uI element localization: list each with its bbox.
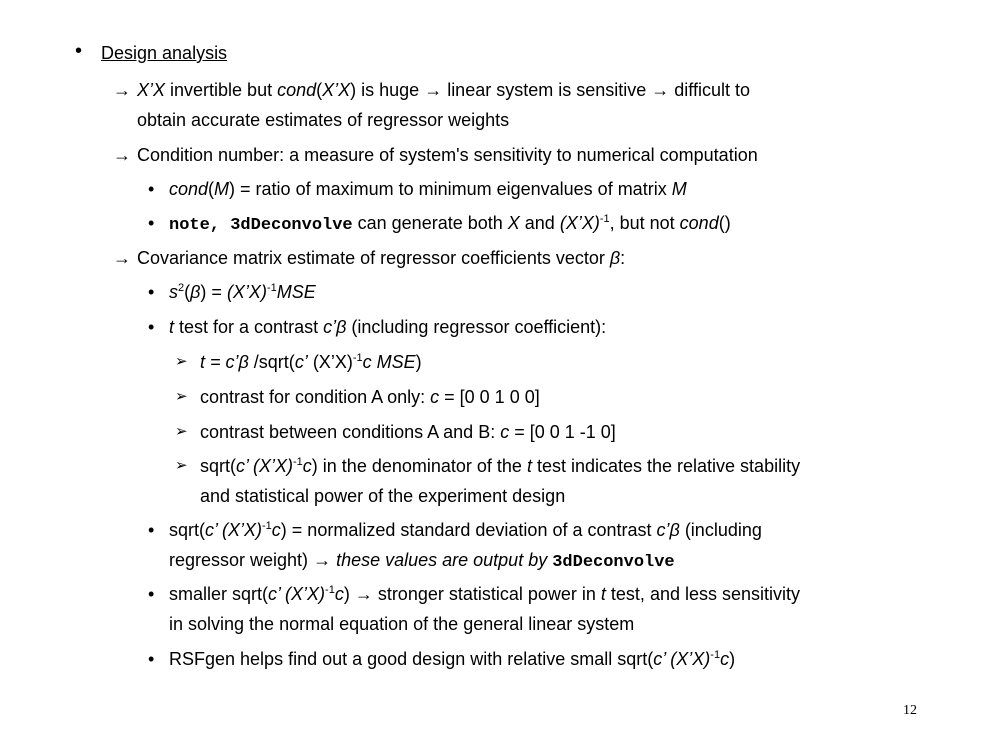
item-normalized-std [169,519,762,541]
dot-bullet: • [148,317,155,337]
text-segment: ) [729,649,736,669]
item-normalized-std-cont [169,549,675,574]
text-segment: c’ [294,352,308,372]
dot-bullet: • [148,213,155,233]
item-s2-beta [169,281,316,303]
dot-bullet: • [148,179,155,199]
superscript: -1 [266,282,277,294]
text-segment: t [526,456,532,476]
text-segment: X [507,213,520,233]
text-segment: t [600,584,606,604]
text-segment: ( [208,179,215,199]
text-segment: contrast between conditions A and B: [200,422,501,442]
superscript: 2 [178,282,185,294]
text-segment: X’X [137,80,166,100]
heading-bullet: • [75,40,83,62]
text-segment: smaller sqrt( [169,584,269,604]
chevron-bullet-icon: ➢ [175,423,188,440]
text-segment: RSFgen helps find out a good design with relative small sqrt( [169,649,654,669]
item-sqrt-denominator [200,455,800,477]
text-segment: can generate both [352,213,508,233]
text-segment: s [169,282,178,302]
text-segment: and [519,213,560,233]
text-segment: M [214,179,230,199]
text-segment: cond [277,80,317,100]
text-segment: t [169,317,175,337]
text-segment: c MSE [362,352,416,372]
text-segment: c [334,584,344,604]
text-segment: = [0 0 1 0 0] [439,387,540,407]
text-segment: c [720,649,730,669]
program-name: 3dDeconvolve [552,553,675,572]
text-segment: c [302,456,312,476]
text-segment: contrast for condition A only: [200,387,431,407]
text-segment: ) = normalized standard deviation of a contrast [280,520,657,540]
dot-bullet: • [148,282,155,302]
text-segment: c’β [323,317,347,337]
chevron-bullet-icon: ➢ [175,388,188,405]
text-segment: M [671,179,687,199]
chevron-bullet-icon: ➢ [175,353,188,370]
chevron-bullet-icon: ➢ [175,457,188,474]
item-smaller-sqrt [169,583,800,605]
text-segment: difficult to [669,80,750,100]
text-segment: c [430,387,440,407]
text-segment: (including regressor coefficient): [346,317,607,337]
superscript: -1 [262,520,272,532]
item-cond-m [169,178,687,200]
text-segment: c [500,422,510,442]
text-segment: test indicates the relative stability [531,456,801,476]
page-number: 12 [903,703,917,718]
superscript: -1 [352,352,363,364]
item-t-test [169,316,606,338]
text-segment: (X’X) [559,213,600,233]
text-segment: stronger statistical power in [372,584,601,604]
program-name: 3dDeconvolve [230,216,353,235]
beta-symbol: β [190,282,201,302]
superscript: -1 [293,456,303,468]
text-segment: c’ (X’X) [205,520,263,540]
text-segment: test, and less sensitivity [605,584,801,604]
text-segment: ) = ratio of maximum to minimum eigenvalues of matrix [229,179,672,199]
item-condition-number: Condition number: a measure of system's sensitivity to numerical computation [137,145,758,165]
dot-bullet: • [148,520,155,540]
text-segment: c’β [656,520,680,540]
superscript: -1 [599,213,610,225]
text-segment: ) [415,352,422,372]
arrow-bullet: → [113,145,131,165]
text-segment: these values are output by [331,550,553,570]
text-segment: ) [343,584,355,604]
text-segment: = [0 0 1 -1 0] [509,422,616,442]
item-contrast-ab [200,421,616,443]
dot-bullet: • [148,649,155,669]
text-segment: () [718,213,731,233]
text-segment: t = c’β [200,352,249,372]
superscript: -1 [325,584,335,596]
beta-symbol: β [609,248,621,268]
text-segment: ( [316,80,323,100]
text-segment: cond [679,213,719,233]
text-segment: (X’X) [226,282,267,302]
text-segment: ) in the denominator of the [311,456,527,476]
text-segment: (including [679,520,762,540]
right-arrow-icon: → [651,80,670,100]
item-covariance [137,247,625,269]
item-note-3ddeconvolve [169,212,731,237]
text-segment: sqrt( [169,520,205,540]
text-segment: regressor weight) [169,550,314,570]
item-t-formula [200,351,422,373]
text-segment: Covariance matrix estimate of regressor coefficients vector [137,248,610,268]
text-segment: /sqrt( [248,352,295,372]
superscript: -1 [710,649,721,661]
right-arrow-icon: → [424,80,443,100]
right-arrow-icon: → [354,584,373,604]
heading [101,42,227,64]
arrow-bullet: → [113,248,131,268]
text-segment: : [620,248,626,268]
text-segment: (X’X) [307,352,353,372]
text-segment: cond [169,179,209,199]
text-segment: ) = [200,282,227,302]
text-segment: c [271,520,281,540]
text-segment: c’ (X’X) [653,649,711,669]
item-xx-invertible-cont: obtain accurate estimates of regressor weights [137,110,510,130]
text-segment: linear system is sensitive [442,80,652,100]
text-segment: c’ (X’X) [236,456,294,476]
text-segment: X’X [322,80,351,100]
text-segment: , but not [609,213,680,233]
item-sqrt-denominator-cont: and statistical power of the experiment design [200,486,566,506]
item-contrast-a [200,386,540,408]
text-segment: sqrt( [200,456,236,476]
dot-bullet: • [148,584,155,604]
text-segment: ) is huge [350,80,425,100]
arrow-bullet: → [113,80,131,100]
text-segment: note, [169,216,231,235]
text-segment: invertible but [165,80,278,100]
text-segment: MSE [276,282,316,302]
text-segment: ( [184,282,191,302]
item-smaller-sqrt-cont: in solving the normal equation of the general linear system [169,614,635,634]
right-arrow-icon: → [313,550,332,570]
item-xx-invertible [137,79,750,101]
heading-text: Design analysis [101,43,228,63]
text-segment: c’ (X’X) [268,584,326,604]
item-rsfgen [169,648,735,670]
text-segment: test for a contrast [174,317,324,337]
